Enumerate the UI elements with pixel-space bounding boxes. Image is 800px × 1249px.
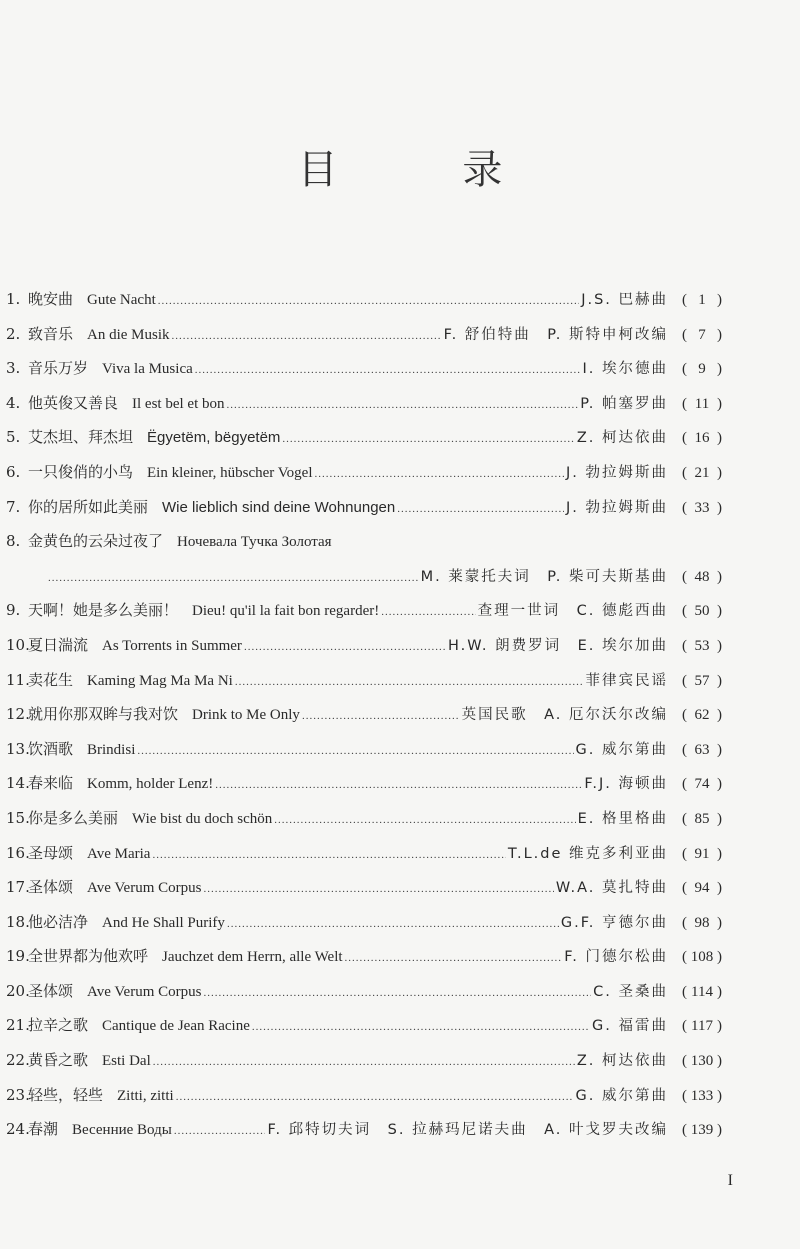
close-paren: ) bbox=[717, 707, 722, 724]
entry-chinese-title: 春来临 bbox=[28, 774, 74, 793]
toc-entry bbox=[6, 807, 722, 842]
entry-original-title: Esti Dal bbox=[102, 1053, 151, 1070]
entry-original-title: An die Musik bbox=[87, 326, 170, 343]
entry-credits: E. 格里格曲 bbox=[577, 810, 668, 827]
toc-entry bbox=[6, 323, 722, 358]
entry-original-title: Весенние Воды bbox=[72, 1122, 172, 1139]
open-paren: ( bbox=[682, 430, 687, 447]
open-paren: ( bbox=[682, 326, 687, 343]
dot-leader bbox=[252, 1021, 590, 1033]
page-number-value: 133 bbox=[690, 1087, 714, 1104]
entry-original-title: Wie lieblich sind deine Wohnungen bbox=[162, 498, 396, 516]
dot-leader bbox=[195, 364, 581, 376]
dot-leader bbox=[158, 295, 579, 307]
entry-chinese-title: 你的居所如此美丽 bbox=[28, 497, 149, 516]
entry-chinese-title: 圣体颂 bbox=[28, 981, 74, 1000]
entry-page-number bbox=[668, 1088, 722, 1105]
dot-leader bbox=[48, 572, 419, 584]
toc-entry bbox=[6, 911, 722, 946]
page-number-value: 117 bbox=[691, 1018, 713, 1035]
open-paren: ( bbox=[682, 741, 687, 758]
dot-leader bbox=[215, 779, 582, 791]
entry-credits: Z. 柯达依曲 bbox=[576, 1053, 668, 1070]
toc-entry bbox=[6, 980, 722, 1015]
entry-credits: G.F. 亨德尔曲 bbox=[560, 914, 668, 931]
entry-number: 24. bbox=[6, 1120, 30, 1139]
entry-number: 13. bbox=[6, 739, 30, 758]
entry-credits: G. 威尔第曲 bbox=[575, 741, 668, 758]
close-paren: ) bbox=[717, 776, 722, 793]
entry-credits: 英国民歌 A. 厄尔沃尔改编 bbox=[461, 707, 668, 724]
close-paren: ) bbox=[717, 949, 722, 966]
dot-leader bbox=[244, 641, 446, 653]
entry-chinese-title: 全世界都为他欢呼 bbox=[28, 947, 149, 966]
entry-credits: 菲律宾民谣 bbox=[585, 672, 668, 689]
entry-credits: G. 福雷曲 bbox=[592, 1018, 668, 1035]
entry-chinese-title: 轻些，轻些 bbox=[28, 1085, 104, 1104]
page-folio: I bbox=[727, 1172, 733, 1189]
entry-number: 14. bbox=[6, 774, 30, 793]
dot-leader bbox=[203, 987, 591, 999]
page-number-value: 11 bbox=[694, 395, 710, 412]
toc-entry bbox=[6, 288, 722, 323]
close-paren: ) bbox=[717, 810, 722, 827]
close-paren: ) bbox=[717, 395, 722, 412]
toc-entry bbox=[6, 703, 722, 738]
entry-chinese-title: 圣体颂 bbox=[28, 878, 74, 897]
page-number-value: 1 bbox=[698, 292, 706, 308]
entry-chinese-title: 黄昏之歌 bbox=[28, 1051, 89, 1070]
dot-leader bbox=[227, 918, 559, 930]
entry-original-title: Ëgyetëm, bëgyetëm bbox=[147, 429, 281, 447]
entry-number: 5. bbox=[6, 428, 21, 447]
entry-credits: Z. 柯达依曲 bbox=[576, 430, 668, 447]
entry-page-number bbox=[668, 811, 722, 828]
entry-number: 3. bbox=[6, 359, 21, 378]
entry-original-title: Viva la Musica bbox=[102, 361, 193, 378]
entry-credits: J. 勃拉姆斯曲 bbox=[566, 464, 668, 481]
toc-entry bbox=[6, 392, 722, 427]
entry-page-number bbox=[668, 430, 722, 447]
entry-number: 23. bbox=[6, 1085, 30, 1104]
entry-chinese-title: 卖花生 bbox=[28, 670, 74, 689]
open-paren: ( bbox=[682, 672, 687, 689]
open-paren: ( bbox=[682, 949, 687, 966]
close-paren: ) bbox=[717, 568, 722, 585]
entry-number: 17. bbox=[6, 878, 30, 897]
dot-leader bbox=[172, 330, 442, 342]
dot-leader bbox=[274, 814, 575, 826]
page-number-value: 91 bbox=[694, 845, 710, 862]
close-paren: ) bbox=[717, 430, 722, 447]
table-of-contents bbox=[6, 288, 722, 1153]
open-paren: ( bbox=[682, 880, 687, 897]
dot-leader bbox=[203, 883, 553, 895]
close-paren: ) bbox=[717, 914, 722, 931]
entry-number: 10. bbox=[6, 635, 30, 654]
close-paren: ) bbox=[717, 1087, 722, 1104]
toc-entry bbox=[6, 461, 722, 496]
close-paren: ) bbox=[717, 1053, 722, 1070]
close-paren: ) bbox=[717, 464, 722, 481]
entry-original-title: As Torrents in Summer bbox=[102, 637, 242, 654]
entry-page-number bbox=[668, 465, 722, 482]
entry-number: 6. bbox=[6, 462, 21, 481]
entry-page-number bbox=[668, 361, 722, 378]
entry-original-title: Zitti, zitti bbox=[117, 1087, 174, 1104]
page-number-value: 74 bbox=[694, 776, 710, 793]
entry-credits: T.L.de 维克多利亚曲 bbox=[507, 845, 668, 862]
entry-credits: J.S. 巴赫曲 bbox=[581, 292, 668, 308]
entry-chinese-title: 饮酒歌 bbox=[28, 739, 74, 758]
page-number-value: 33 bbox=[694, 499, 710, 516]
page-title: 目 录 bbox=[297, 147, 559, 193]
toc-entry bbox=[6, 426, 722, 461]
page-number-value: 9 bbox=[698, 361, 706, 378]
dot-leader bbox=[153, 1056, 575, 1068]
open-paren: ( bbox=[682, 776, 687, 793]
entry-original-title: Ave Verum Corpus bbox=[87, 983, 202, 1000]
entry-chinese-title: 春潮 bbox=[28, 1120, 59, 1139]
entry-original-title: And He Shall Purify bbox=[102, 914, 225, 931]
dot-leader bbox=[345, 952, 563, 964]
entry-original-title: Ave Verum Corpus bbox=[87, 880, 202, 897]
entry-number: 2. bbox=[6, 324, 21, 343]
entry-credits: F. 邱特切夫词 S. 拉赫玛尼诺夫曲 A. 叶戈罗夫改编 bbox=[267, 1122, 668, 1139]
page-number-value: 16 bbox=[694, 430, 710, 447]
entry-number: 21. bbox=[6, 1016, 30, 1035]
open-paren: ( bbox=[682, 603, 687, 620]
open-paren: ( bbox=[682, 464, 687, 481]
page-number-value: 63 bbox=[694, 741, 710, 758]
entry-original-title: Brindisi bbox=[87, 741, 136, 758]
toc-entry bbox=[6, 1049, 722, 1084]
entry-page-number bbox=[668, 638, 722, 655]
entry-number: 20. bbox=[6, 981, 30, 1000]
entry-number: 8. bbox=[6, 532, 21, 551]
dot-leader bbox=[235, 676, 584, 688]
close-paren: ) bbox=[717, 361, 722, 378]
dot-leader bbox=[282, 433, 574, 445]
page-number-value: 139 bbox=[690, 1122, 714, 1139]
entry-chinese-title: 艾杰坦、拜杰坦 bbox=[28, 428, 134, 447]
entry-number: 4. bbox=[6, 393, 21, 412]
entry-number: 16. bbox=[6, 843, 30, 862]
open-paren: ( bbox=[682, 637, 687, 654]
entry-credits: I. 埃尔德曲 bbox=[582, 361, 668, 378]
open-paren: ( bbox=[682, 568, 687, 585]
entry-chinese-title: 音乐万岁 bbox=[28, 359, 89, 378]
close-paren: ) bbox=[717, 1122, 722, 1139]
entry-chinese-title: 圣母颂 bbox=[28, 843, 74, 862]
entry-page-number bbox=[668, 569, 722, 586]
entry-credits: C. 圣桑曲 bbox=[593, 983, 668, 1000]
entry-number: 15. bbox=[6, 808, 30, 827]
entry-original-title: Ночевала Тучка Золотая bbox=[177, 534, 332, 551]
entry-credits: J. 勃拉姆斯曲 bbox=[566, 499, 668, 516]
entry-credits: G. 威尔第曲 bbox=[575, 1087, 668, 1104]
entry-page-number bbox=[668, 880, 722, 897]
page-number-value: 85 bbox=[694, 810, 710, 827]
dot-leader bbox=[381, 606, 475, 618]
entry-credits: F. 舒伯特曲 P. 斯特申柯改编 bbox=[443, 326, 668, 343]
toc-entry bbox=[6, 496, 722, 531]
page-number-value: 48 bbox=[694, 568, 710, 585]
entry-credits: F. 门德尔松曲 bbox=[564, 949, 668, 966]
entry-chinese-title: 你是多么美丽 bbox=[28, 808, 119, 827]
close-paren: ) bbox=[717, 1018, 722, 1035]
toc-entry bbox=[6, 634, 722, 669]
entry-original-title: Cantique de Jean Racine bbox=[102, 1018, 250, 1035]
entry-chinese-title: 他英俊又善良 bbox=[28, 393, 119, 412]
page-number-value: 98 bbox=[694, 914, 710, 931]
dot-leader bbox=[176, 1091, 574, 1103]
toc-entry bbox=[6, 357, 722, 392]
toc-entry bbox=[6, 876, 722, 911]
entry-page-number bbox=[668, 1018, 722, 1035]
toc-entry bbox=[6, 945, 722, 980]
close-paren: ) bbox=[717, 672, 722, 689]
entry-original-title: Ein kleiner, hübscher Vogel bbox=[147, 464, 313, 481]
entry-number: 1. bbox=[6, 290, 21, 308]
close-paren: ) bbox=[717, 499, 722, 516]
toc-entry bbox=[6, 565, 722, 600]
close-paren: ) bbox=[717, 880, 722, 897]
close-paren: ) bbox=[717, 292, 722, 308]
entry-original-title: Wie bist du doch schön bbox=[132, 810, 273, 827]
entry-credits: 查理一世词 C. 德彪西曲 bbox=[477, 603, 668, 620]
close-paren: ) bbox=[717, 845, 722, 862]
dot-leader bbox=[137, 745, 573, 757]
entry-page-number bbox=[668, 984, 722, 1001]
entry-original-title: Il est bel et bon bbox=[132, 395, 225, 412]
open-paren: ( bbox=[682, 810, 687, 827]
open-paren: ( bbox=[682, 707, 687, 724]
open-paren: ( bbox=[682, 914, 687, 931]
entry-original-title: Ave Maria bbox=[87, 845, 151, 862]
entry-credits: F.J. 海顿曲 bbox=[584, 776, 668, 793]
open-paren: ( bbox=[682, 395, 687, 412]
page-number-value: 57 bbox=[694, 672, 710, 689]
entry-number: 12. bbox=[6, 705, 30, 724]
open-paren: ( bbox=[682, 1018, 687, 1035]
dot-leader bbox=[397, 503, 564, 515]
entry-original-title: Dieu! qu'il la fait bon regarder! bbox=[192, 603, 380, 620]
entry-number: 7. bbox=[6, 497, 21, 516]
page-number-value: 21 bbox=[694, 464, 710, 481]
toc-entry bbox=[6, 772, 722, 807]
open-paren: ( bbox=[682, 361, 687, 378]
open-paren: ( bbox=[682, 499, 687, 516]
open-paren: ( bbox=[682, 1087, 687, 1104]
toc-entry bbox=[6, 669, 722, 704]
entry-chinese-title: 一只俊俏的小鸟 bbox=[28, 462, 134, 481]
toc-entry bbox=[6, 530, 722, 565]
entry-chinese-title: 金黄色的云朵过夜了 bbox=[28, 532, 164, 551]
entry-chinese-title: 拉辛之歌 bbox=[28, 1016, 89, 1035]
entry-page-number bbox=[668, 673, 722, 690]
entry-number: 19. bbox=[6, 947, 30, 966]
close-paren: ) bbox=[717, 326, 722, 343]
entry-page-number bbox=[668, 949, 722, 966]
entry-number: 18. bbox=[6, 912, 30, 931]
dot-leader bbox=[152, 849, 505, 861]
entry-page-number bbox=[668, 292, 722, 309]
close-paren: ) bbox=[717, 637, 722, 654]
page-number-value: 62 bbox=[694, 707, 710, 724]
entry-original-title: Gute Nacht bbox=[87, 292, 156, 308]
entry-page-number bbox=[668, 500, 722, 517]
toc-entry bbox=[6, 1118, 722, 1153]
open-paren: ( bbox=[682, 292, 687, 308]
toc-entry bbox=[6, 1084, 722, 1119]
entry-chinese-title: 晚安曲 bbox=[28, 290, 74, 308]
entry-chinese-title: 他必洁净 bbox=[28, 912, 89, 931]
entry-chinese-title: 致音乐 bbox=[28, 324, 74, 343]
open-paren: ( bbox=[682, 845, 687, 862]
entry-original-title: Drink to Me Only bbox=[192, 707, 300, 724]
entry-credits: P. 帕塞罗曲 bbox=[580, 395, 668, 412]
entry-credits: W.A. 莫扎特曲 bbox=[555, 880, 668, 897]
entry-page-number bbox=[668, 776, 722, 793]
entry-original-title: Komm, holder Lenz! bbox=[87, 776, 214, 793]
page-number-value: 7 bbox=[698, 326, 706, 343]
dot-leader bbox=[174, 1125, 266, 1137]
entry-page-number bbox=[668, 846, 722, 863]
entry-page-number bbox=[668, 396, 722, 413]
entry-number: 11. bbox=[6, 670, 30, 689]
entry-page-number bbox=[668, 603, 722, 620]
page-number-value: 53 bbox=[694, 637, 710, 654]
toc-entry bbox=[6, 738, 722, 773]
entry-chinese-title: 就用你那双眸与我对饮 bbox=[28, 705, 179, 724]
entry-original-title: Kaming Mag Ma Ma Ni bbox=[87, 672, 233, 689]
entry-original-title: Jauchzet dem Herrn, alle Welt bbox=[162, 949, 343, 966]
toc-entry bbox=[6, 842, 722, 877]
open-paren: ( bbox=[682, 1053, 687, 1070]
entry-credits: H.W. 朗费罗词 E. 埃尔加曲 bbox=[447, 637, 668, 654]
page-number-value: 130 bbox=[690, 1053, 714, 1070]
close-paren: ) bbox=[717, 741, 722, 758]
page-number-value: 114 bbox=[691, 983, 713, 1000]
page-number-value: 108 bbox=[690, 949, 714, 966]
entry-chinese-title: 天啊！她是多么美丽！ bbox=[28, 601, 179, 620]
entry-number: 22. bbox=[6, 1051, 30, 1070]
dot-leader bbox=[302, 710, 460, 722]
open-paren: ( bbox=[682, 983, 687, 1000]
dot-leader bbox=[227, 399, 579, 411]
entry-page-number bbox=[668, 1053, 722, 1070]
toc-entry bbox=[6, 599, 722, 634]
close-paren: ) bbox=[717, 603, 722, 620]
page-number-value: 50 bbox=[694, 603, 710, 620]
entry-page-number bbox=[668, 742, 722, 759]
entry-page-number bbox=[668, 915, 722, 932]
entry-credits: M. 莱蒙托夫词 P. 柴可夫斯基曲 bbox=[420, 568, 668, 585]
entry-page-number bbox=[668, 1122, 722, 1139]
entry-page-number bbox=[668, 707, 722, 724]
page-number-value: 94 bbox=[694, 880, 710, 897]
dot-leader bbox=[315, 468, 565, 480]
entry-page-number bbox=[668, 327, 722, 344]
entry-chinese-title: 夏日湍流 bbox=[28, 635, 89, 654]
toc-entry bbox=[6, 1014, 722, 1049]
close-paren: ) bbox=[717, 983, 722, 1000]
open-paren: ( bbox=[682, 1122, 687, 1139]
entry-number: 9. bbox=[6, 601, 21, 620]
